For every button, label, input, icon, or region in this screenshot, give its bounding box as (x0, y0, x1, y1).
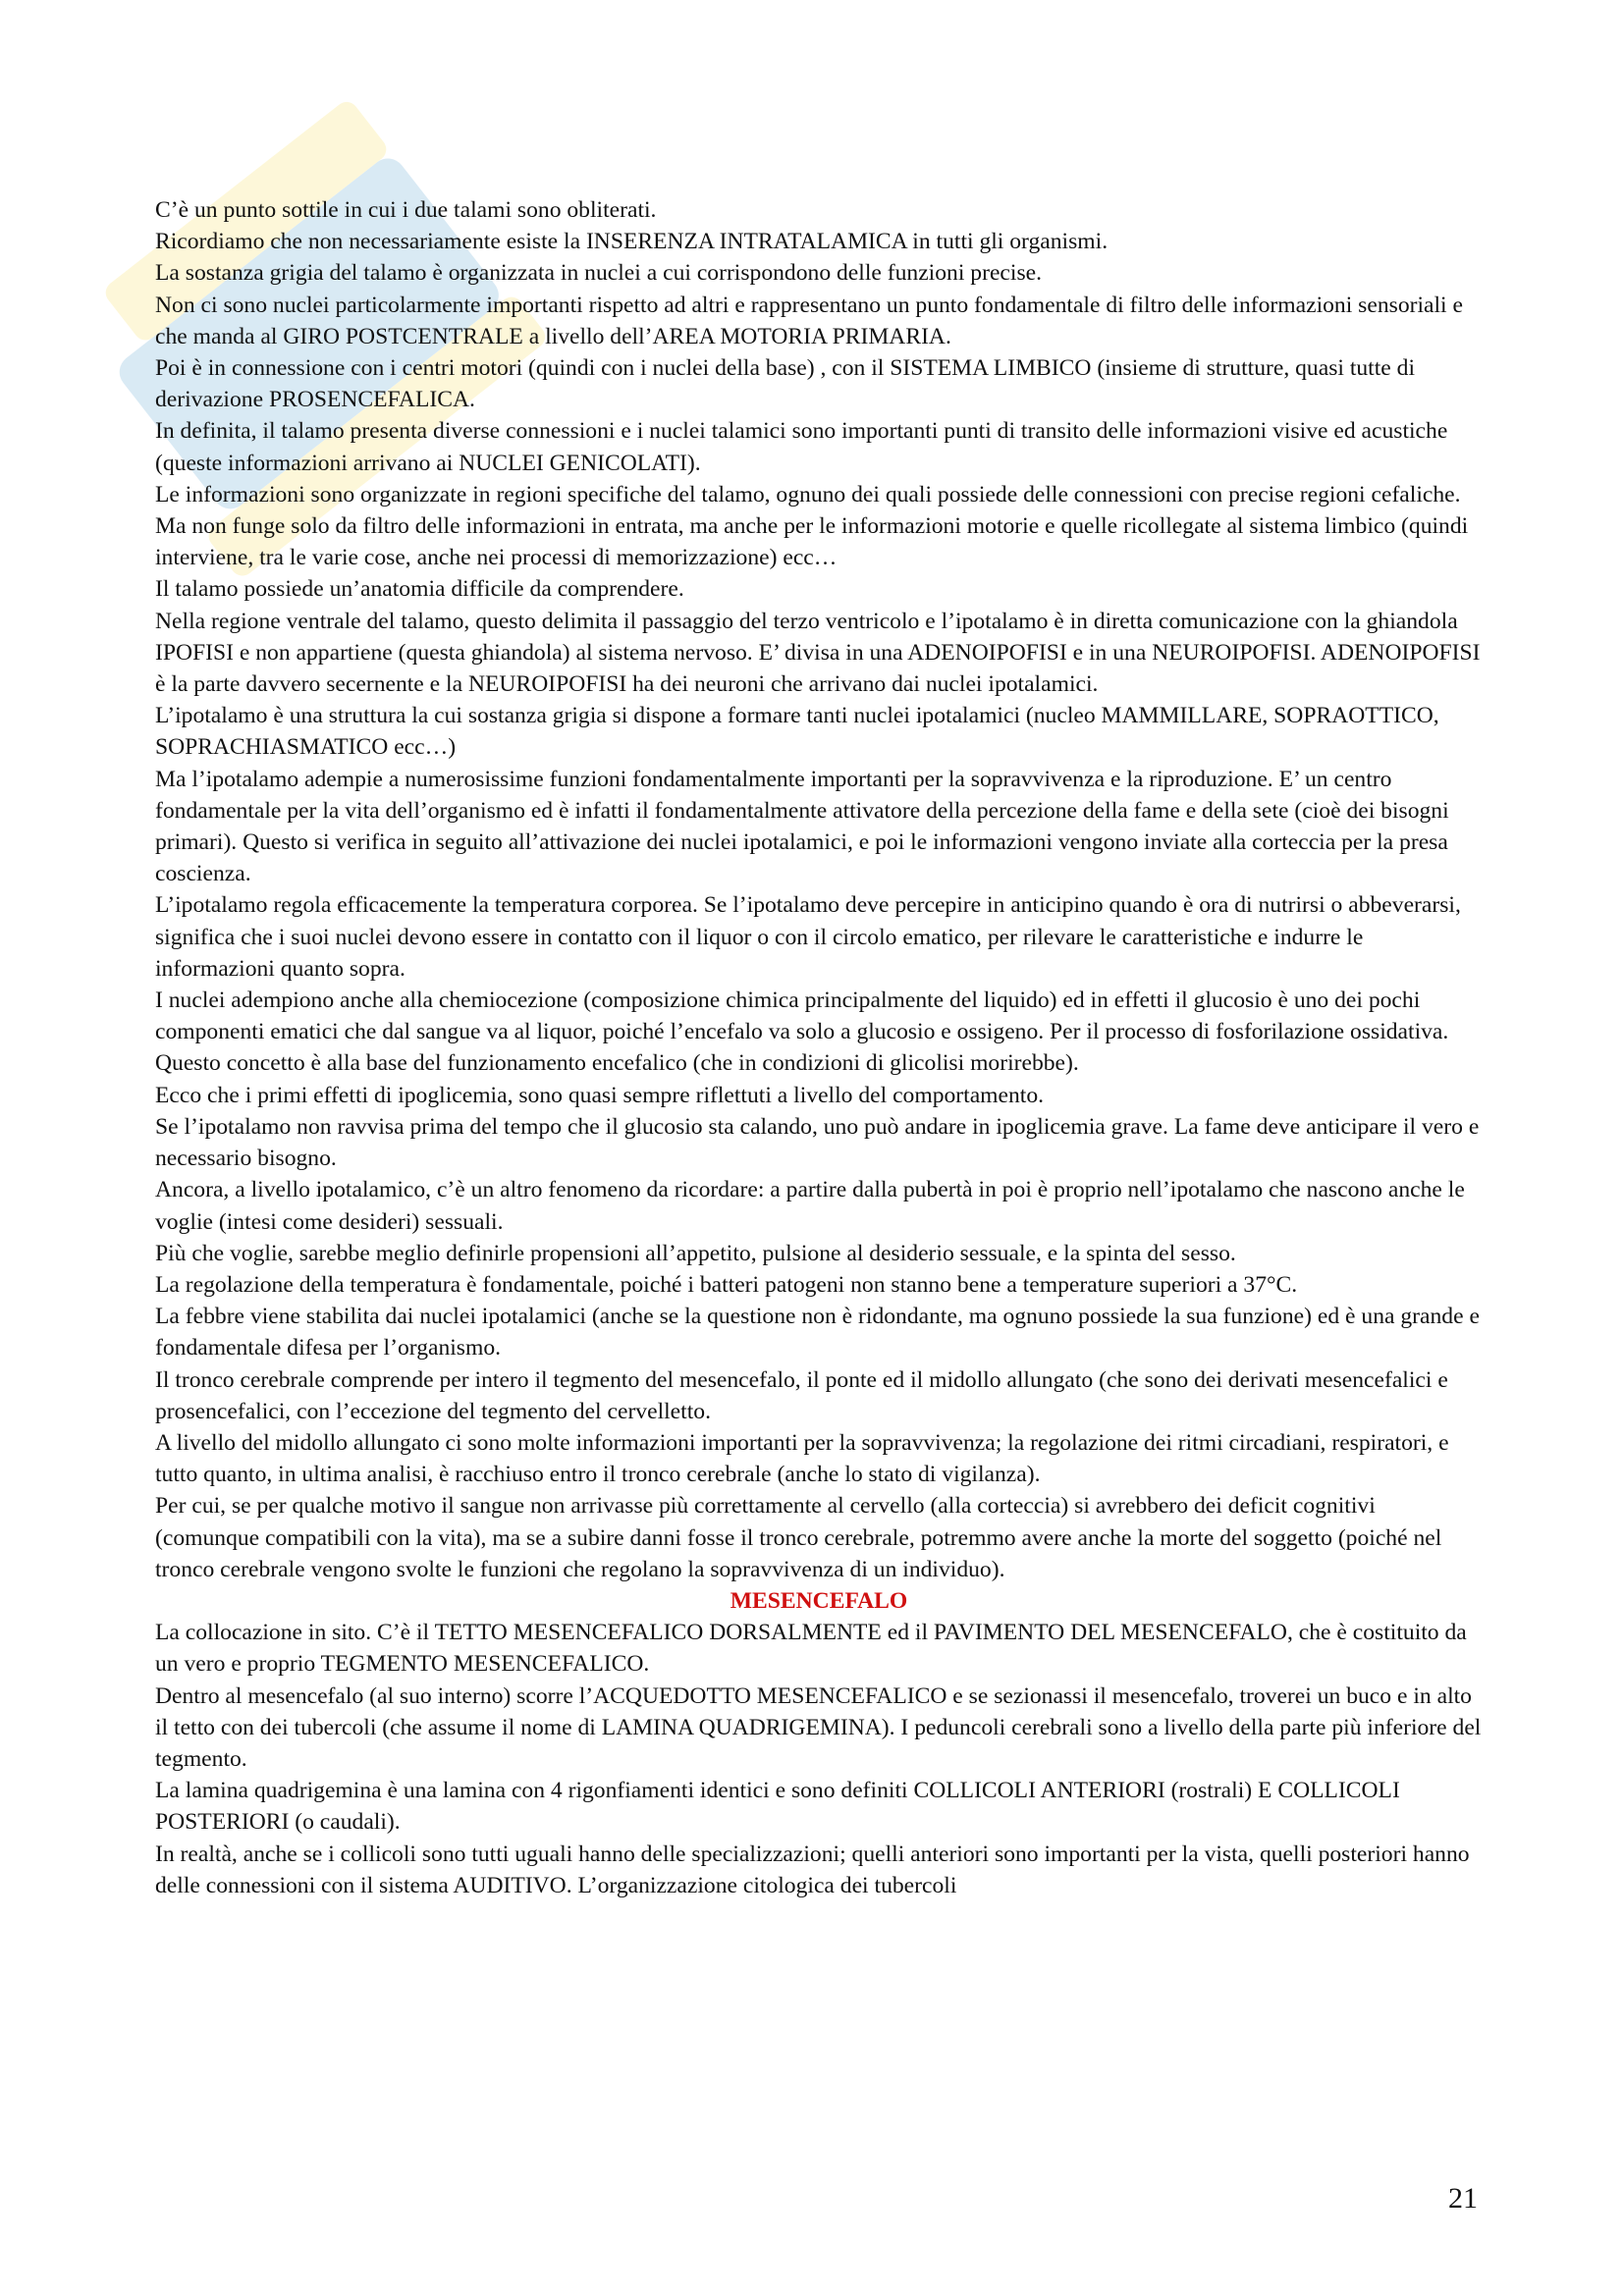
paragraph: In definita, il talamo presenta diverse connessioni e i nuclei talamici sono importanti punti di transito delle informazioni visive ed acustiche (queste informazioni arrivano ai NUCLEI GENICOLATI). (155, 418, 1448, 476)
section-heading: MESENCEFALO (730, 1587, 908, 1614)
paragraph: Le informazioni sono organizzate in regioni specifiche del talamo, ognuno dei quali possiede delle connessioni con precise regioni cefaliche. (155, 481, 1461, 507)
paragraph: In realtà, anche se i collicoli sono tutti uguali hanno delle specializzazioni; quelli anteriori sono importanti per la vista, quelli posteriori hanno delle connessioni con il sistema AUDITIVO. L’organizzazione citologica dei tubercoli (155, 1841, 1470, 1898)
paragraph: La febbre viene stabilita dai nuclei ipotalamici (anche se la questione non è ridondante, ma ognuno possiede la sua funzione) ed è una grande e fondamentale difesa per l’organismo. (155, 1304, 1480, 1362)
paragraph: La lamina quadrigemina è una lamina con 4 rigonfiamenti identici e sono definiti COLLICOLI ANTERIORI (rostrali) E COLLICOLI POSTERIORI (o caudali). (155, 1778, 1400, 1836)
paragraph: C’è un punto sottile in cui i due talami sono obliterati. (155, 197, 657, 223)
page-number: 21 (1448, 2182, 1478, 2215)
document-body (155, 194, 1483, 1901)
paragraph: L’ipotalamo regola efficacemente la temperatura corporea. Se l’ipotalamo deve percepire in anticipino quando è ora di nutrirsi o abbeverarsi, significa che i suoi nuclei devono essere in contatto con il liquor o con il circolo ematico, per rilevare le caratteristiche e indurre le informazioni quanto sopra. (155, 892, 1461, 982)
paragraph: La collocazione in sito. C’è il TETTO MESENCEFALICO DORSALMENTE ed il PAVIMENTO DEL MESENCEFALO, che è costituito da un vero e proprio TEGMENTO MESENCEFALICO. (155, 1620, 1467, 1678)
paragraph: Per cui, se per qualche motivo il sangue non arrivasse più correttamente al cervello (alla corteccia) si avrebbero dei deficit cognitivi (comunque compatibili con la vita), ma se a subire danni fosse il tronco cerebrale, potremmo avere anche la morte del soggetto (poiché nel tronco cerebrale vengono svolte le funzioni che regolano la sopravvivenza di un individuo). (155, 1493, 1442, 1582)
paragraph: La regolazione della temperatura è fondamentale, poiché i batteri patogeni non stanno bene a temperature superiori a 37°C. (155, 1271, 1298, 1298)
paragraph: L’ipotalamo è una struttura la cui sostanza grigia si dispone a formare tanti nuclei ipotalamici (nucleo MAMMILLARE, SOPRAOTTICO, SOPRACHIASMATICO ecc…) (155, 703, 1439, 761)
paragraph: Ancora, a livello ipotalamico, c’è un altro fenomeno da ricordare: a partire dalla pubertà in poi è proprio nell’ipotalamo che nascono anche le voglie (intesi come desideri) sessuali. (155, 1177, 1465, 1235)
paragraph: Dentro al mesencefalo (al suo interno) scorre l’ACQUEDOTTO MESENCEFALICO e se sezionassi il mesencefalo, troverei un buco e in alto il tetto con dei tubercoli (che assume il nome di LAMINA QUADRIGEMINA). I peduncoli cerebrali sono a livello della parte più inferiore del tegmento. (155, 1682, 1482, 1772)
paragraph: Il talamo possiede un’anatomia difficile da comprendere. (155, 576, 684, 603)
paragraph: I nuclei adempiono anche alla chemiocezione (composizione chimica principalmente del liquido) ed in effetti il glucosio è uno dei pochi componenti ematici che dal sangue va al liquor, poiché l’encefalo va solo a glucosio e ossigeno. Per il processo di fosforilazione ossidativa. Questo concetto è alla base del funzionamento encefalico (che in condizioni di glicolisi morirebbe). (155, 988, 1449, 1077)
paragraph: Poi è in connessione con i centri motori (quindi con i nuclei della base) , con il SISTEMA LIMBICO (insieme di strutture, quasi tutte di derivazione PROSENCEFALICA. (155, 355, 1416, 413)
paragraph: Più che voglie, sarebbe meglio definirle propensioni all’appetito, pulsione al desiderio sessuale, e la spinta del sesso. (155, 1240, 1236, 1266)
paragraph: Nella regione ventrale del talamo, questo delimita il passaggio del terzo ventricolo e l’ipotalamo è in diretta comunicazione con la ghiandola IPOFISI e non appartiene (questa ghiandola) al sistema nervoso. E’ divisa in una ADENOIPOFISI e in una NEUROIPOFISI. ADENOIPOFISI è la parte davvero secernente e la NEUROIPOFISI ha dei neuroni che arrivano dai nuclei ipotalamici. (155, 608, 1481, 698)
paragraphs-before (155, 194, 1483, 1585)
paragraph: Ma l’ipotalamo adempie a numerosissime funzioni fondamentalmente importanti per la sopravvivenza e la riproduzione. E’ un centro fondamentale per la vita dell’organismo ed è infatti il fondamentalmente attivatore della percezione della fame e della sete (cioè dei bisogni primari). Questo si verifica in seguito all’attivazione dei nuclei ipotalamici, e poi le informazioni vengono inviate alla corteccia per la presa coscienza. (155, 766, 1449, 887)
paragraph: Non ci sono nuclei particolarmente importanti rispetto ad altri e rappresentano un punto fondamentale di filtro delle informazioni sensoriali e che manda al GIRO POSTCENTRALE a livello dell’AREA MOTORIA PRIMARIA. (155, 292, 1463, 349)
paragraph: Ricordiamo che non necessariamente esiste la INSERENZA INTRATALAMICA in tutti gli organismi. (155, 229, 1109, 255)
paragraph: La sostanza grigia del talamo è organizzata in nuclei a cui corrispondono delle funzioni precise. (155, 260, 1042, 287)
paragraph: Ma non funge solo da filtro delle informazioni in entrata, ma anche per le informazioni motorie e quelle ricollegate al sistema limbico (quindi interviene, tra le varie cose, anche nei processi di memorizzazione) ecc… (155, 513, 1469, 571)
paragraph: Ecco che i primi effetti di ipoglicemia, sono quasi sempre riflettuti a livello del comportamento. (155, 1082, 1045, 1108)
paragraph: Se l’ipotalamo non ravvisa prima del tempo che il glucosio sta calando, uno può andare in ipoglicemia grave. La fame deve anticipare il vero e necessario bisogno. (155, 1113, 1480, 1172)
paragraph: Il tronco cerebrale comprende per intero il tegmento del mesencefalo, il ponte ed il midollo allungato (che sono dei derivati mesencefalici e prosencefalici, con l’eccezione del tegmento del cervelletto. (155, 1366, 1448, 1424)
paragraph: A livello del midollo allungato ci sono molte informazioni importanti per la sopravvivenza; la regolazione dei ritmi circadiani, respiratori, e tutto quanto, in ultima analisi, è racchiuso entro il tronco cerebrale (anche lo stato di vigilanza). (155, 1429, 1449, 1488)
paragraphs-after (155, 1617, 1483, 1901)
